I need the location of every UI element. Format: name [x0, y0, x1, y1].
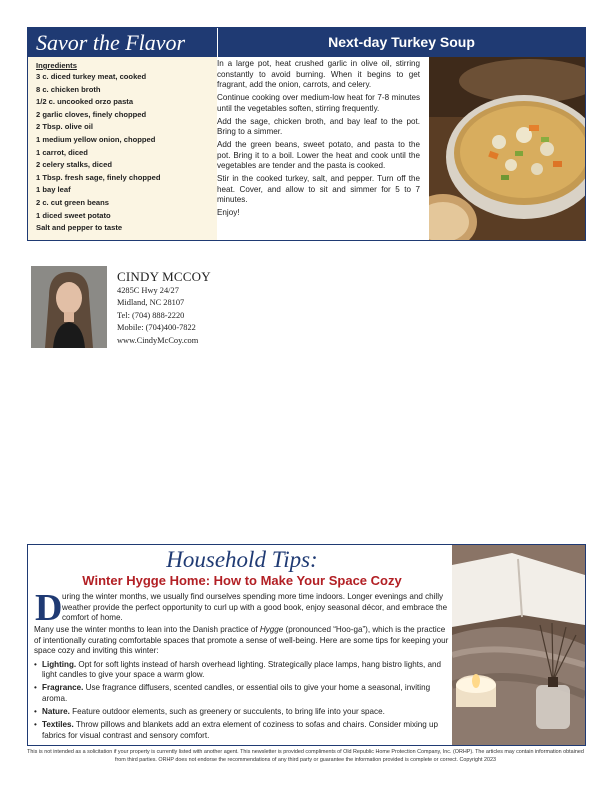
tip-list — [34, 660, 450, 741]
tips-paragraph — [34, 625, 450, 657]
recipe-step: Add the green beans, sweet potato, and pasta to the pot. Bring it to a boil. Lower the heat and cook until the vegetables are tender and the pasta is cooked. — [217, 140, 420, 171]
ingredient-item: 1 diced sweet potato — [36, 210, 111, 220]
ingredient-item: 3 c. diced turkey meat, cooked — [36, 72, 147, 81]
ingredient-item: 2 c. cut green beans — [36, 197, 110, 207]
tip-text: Feature outdoor elements, such as greenery or succulents, to bring life into your space. — [69, 706, 385, 716]
tip-item-nature — [34, 707, 450, 718]
recipe-step: In a large pot, heat crushed garlic in olive oil, stirring constantly to avoid burning. When it begins to get fragrant, add the onion, carrots, and celery. — [217, 59, 420, 89]
agent-address-line1: 4285C Hwy 24/27 — [117, 286, 179, 295]
hygge-term: Hygge — [259, 625, 284, 634]
ingredient-item: 1/2 c. uncooked orzo pasta — [36, 97, 134, 107]
ingredients-panel — [28, 57, 217, 240]
agent-mobile: Mobile: (704)400-7822 — [117, 323, 196, 333]
tip-title: Lighting. — [42, 659, 77, 669]
tip-title: Textiles. — [42, 719, 74, 729]
tip-text: Opt for soft lights instead of harsh overhead lighting. Strategically place lamps, hang bistro lights, and light candles to give your space a warm glow. — [42, 659, 442, 680]
disclaimer: This is not intended as a solicitation if your property is currently listed with another agent. This newsletter is provided compliments of Old Republic Home Protection Company, Inc. (ORHP). The articles may contain information obtained from third parties. ORHP does not endorse the recommendations of any third party or guarantee the information provided is complete or correct. Copyright 2023 — [27, 749, 584, 763]
ingredient-item: 1 medium yellow onion, chopped — [36, 134, 156, 144]
ingredient-item: 2 garlic cloves, finely chopped — [36, 109, 147, 119]
tip-title: Nature. — [42, 706, 70, 716]
agent-name: CINDY MCCOY — [117, 269, 211, 284]
recipe-title: Next-day Turkey Soup — [328, 34, 475, 50]
tips-intro — [34, 587, 450, 629]
bullet-icon: • — [34, 659, 37, 669]
tips-intro-text: uring the winter months, we usually find ourselves spending more time indoors. Longer evenings and chilly weather provide the perfect opportunity to curl up with a good book, enjoy seasonal décor, and embrace the comfort of home. — [62, 592, 448, 623]
recipe-step: Add the sage, chicken broth, and bay leaf to the pot. Bring to a simmer. — [217, 116, 420, 137]
recipe-step: Continue cooking over medium-low heat for 7-8 minutes until the vegetables soften, stirring frequently. — [217, 93, 420, 113]
cozy-home-photo — [452, 545, 585, 745]
tips-subtitle: Winter Hygge Home: How to Make Your Space Cozy — [82, 573, 402, 588]
agent-website-link[interactable]: www.CindyMcCoy.com — [117, 335, 199, 345]
bullet-icon: • — [34, 706, 37, 716]
ingredient-item: Salt and pepper to taste — [36, 223, 123, 233]
recipe-section-title: Savor the Flavor — [36, 30, 186, 55]
ingredient-item: 1 Tbsp. fresh sage, finely chopped — [36, 172, 161, 182]
tips-paragraph-start: Many use the winter months to lean into the Danish practice of — [34, 625, 260, 634]
agent-phone: Tel: (704) 888-2220 — [117, 310, 185, 320]
recipe-step: Stir in the cooked turkey, salt, and pepper. Turn off the heat. Cover, and allow to sit and simmer for 5 to 7 minutes. — [217, 174, 420, 205]
recipe-directions — [217, 57, 428, 240]
agent-photo — [31, 266, 107, 348]
tips-content — [34, 545, 450, 744]
ingredient-item: 8 c. chicken broth — [36, 84, 101, 94]
ingredient-item: 2 celery stalks, diced — [36, 160, 112, 170]
tip-text: Throw pillows and blankets add an extra element of coziness to sofas and chairs. Consider mixing up fabrics for visual contrast and sensory comfort. — [42, 719, 439, 740]
tip-text: Use fragrance diffusers, scented candles, or essential oils to give your home a seasonal, inviting aroma. — [42, 683, 431, 703]
ingredient-item: 2 Tbsp. olive oil — [36, 122, 93, 132]
agent-contact — [117, 269, 211, 347]
soup-photo — [429, 57, 585, 240]
recipe-title-banner — [218, 28, 585, 57]
ingredient-item: 1 carrot, diced — [36, 147, 88, 157]
tips-heading: Household Tips: — [166, 547, 318, 572]
bullet-icon: • — [34, 719, 37, 729]
tip-item-textiles — [34, 720, 450, 741]
tips-paragraph-end: (pronounced “Hoo-ga”), which is the practice of intentionally curating comfortable spaces that promote a sense of well-being. Here are some tips for keeping your space cozy and inviting this winter: — [34, 625, 449, 656]
tip-item-fragrance — [34, 683, 450, 704]
ingredients-heading: Ingredients — [36, 61, 77, 70]
tip-title: Fragrance. — [42, 683, 84, 693]
bullet-icon: • — [34, 683, 37, 693]
recipe-card — [27, 27, 586, 241]
agent-address-line2: Midland, NC 28107 — [117, 298, 185, 308]
ingredient-item: 1 bay leaf — [36, 185, 71, 195]
household-tips-box — [27, 544, 586, 746]
tip-item-lighting — [34, 660, 450, 681]
drop-cap: D — [35, 587, 63, 629]
recipe-section-banner — [28, 28, 217, 57]
recipe-step: Enjoy! — [217, 208, 240, 218]
